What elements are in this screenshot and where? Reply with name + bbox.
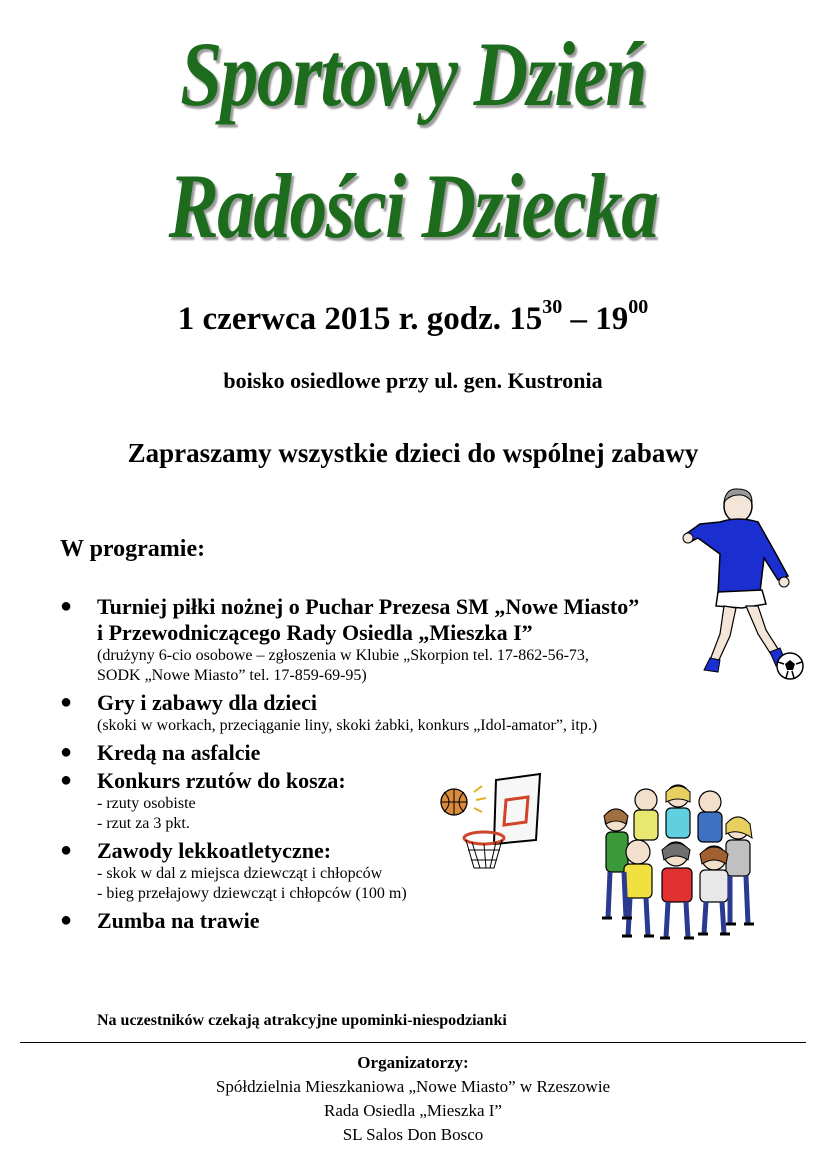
- program-item-football: [60, 594, 740, 686]
- event-place: boisko osiedlowe przy ul. gen. Kustronia: [223, 368, 603, 393]
- date-end-sup: 00: [628, 296, 649, 318]
- title-line-2: Radości Dziecka: [168, 155, 658, 257]
- program-heading: W programie:: [60, 536, 206, 562]
- program-item-title-2: i Przewodniczącego Rady Osiedla „Mieszka I”: [97, 620, 533, 645]
- program-item-games: [60, 690, 740, 736]
- date-main: 1 czerwca 2015 r. godz. 15: [177, 301, 543, 337]
- organizer-line: SL Salos Don Bosco: [342, 1125, 484, 1144]
- organizer-line: Spółdzielnia Mieszkaniowa „Nowe Miasto” w Rzeszowie: [215, 1077, 611, 1096]
- bullet-icon: ●: [60, 769, 73, 791]
- event-date: [0, 296, 826, 338]
- bullet-icon: ●: [60, 595, 73, 617]
- bullet-icon: ●: [60, 909, 73, 931]
- program-item-title: Turniej piłki nożnej o Puchar Prezesa SM „Nowe Miasto”: [97, 594, 640, 619]
- date-dash: – 19: [562, 301, 629, 337]
- program-item-title: Gry i zabawy dla dzieci: [97, 690, 317, 715]
- soccer-player-icon: [680, 484, 810, 684]
- program-item-detail: - rzuty osobiste: [97, 795, 196, 812]
- program-item-detail: SODK „Nowe Miasto” tel. 17-859-69-95): [97, 667, 367, 684]
- program-item-detail: - bieg przełajowy dziewcząt i chłopców (100 m): [97, 885, 407, 902]
- invitation: Zapraszamy wszystkie dzieci do wspólnej zabawy: [127, 438, 699, 468]
- bullet-icon: ●: [60, 741, 73, 763]
- program-item-title: Zawody lekkoatletyczne:: [97, 838, 332, 863]
- program-item-title: Konkurs rzutów do kosza:: [97, 768, 346, 793]
- program-item-title: Zumba na trawie: [97, 908, 260, 933]
- basketball-hoop-icon: [436, 770, 546, 880]
- program-item-detail: - skok w dal z miejsca dziewcząt i chłopców: [97, 865, 383, 882]
- program-item-title: Kredą na asfalcie: [97, 740, 261, 765]
- title-line-1: Sportowy Dzień: [180, 23, 646, 125]
- children-circle-icon: [598, 778, 758, 943]
- program-item-detail: - rzut za 3 pkt.: [97, 815, 190, 832]
- date-start-sup: 30: [542, 296, 563, 318]
- organizer-line: Rada Osiedla „Mieszka I”: [324, 1101, 502, 1120]
- program-item-detail: (drużyny 6-cio osobowe – zgłoszenia w Klubie „Skorpion tel. 17-862-56-73,: [97, 647, 589, 664]
- organizers-heading: Organizatorzy:: [357, 1053, 469, 1072]
- divider: [20, 1042, 806, 1043]
- bullet-icon: ●: [60, 839, 73, 861]
- bullet-icon: ●: [60, 691, 73, 713]
- footer-note: Na uczestników czekają atrakcyjne upominki-niespodzianki: [97, 1012, 507, 1029]
- program-item-chalk: [60, 740, 740, 766]
- program-item-detail: (skoki w workach, przeciąganie liny, skoki żabki, konkurs „Idol-amator”, itp.): [97, 717, 598, 734]
